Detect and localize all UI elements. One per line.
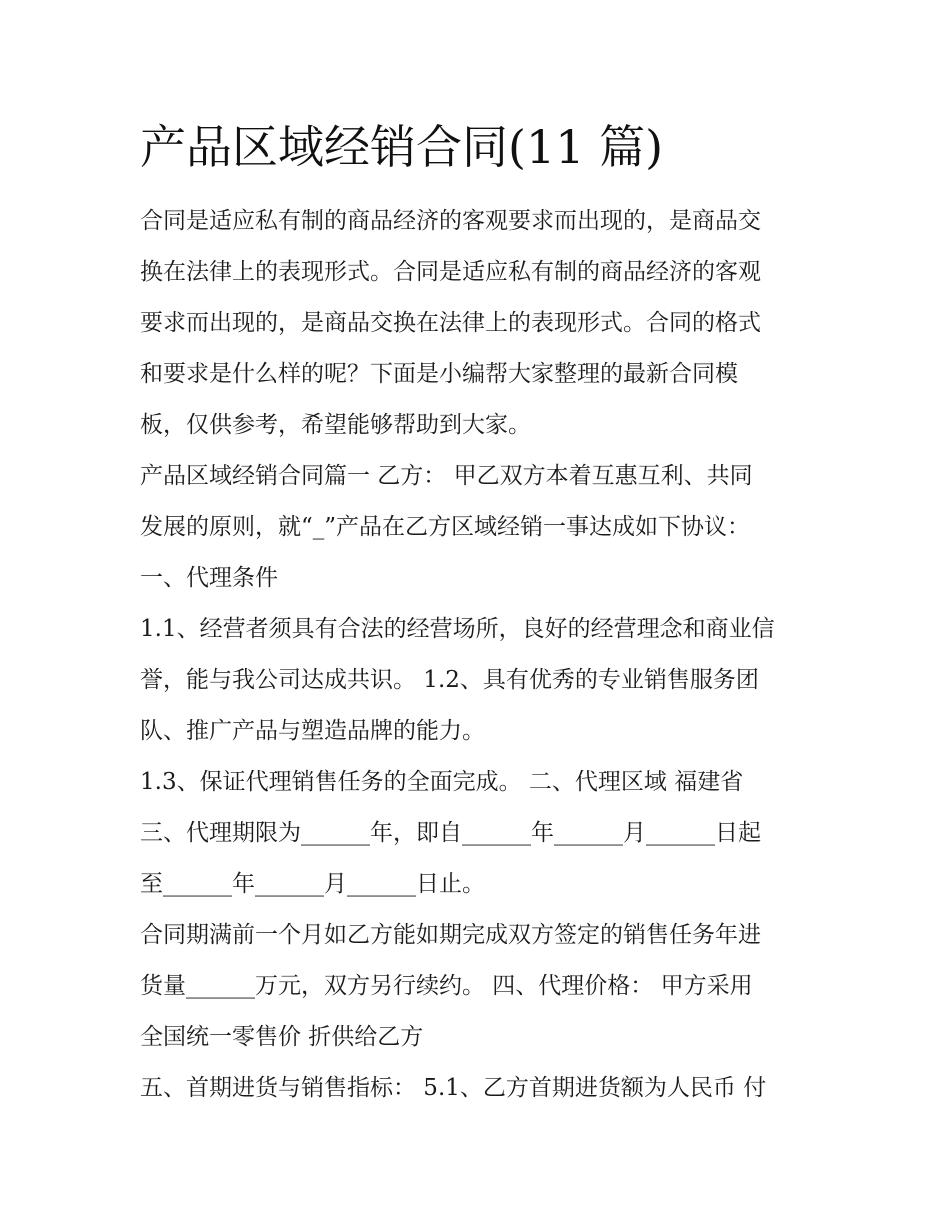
text-line: 产品区域经销合同篇一 乙方： 甲乙双方本着互惠互利、共同 xyxy=(140,463,753,489)
page-title: 产品区域经销合同(11 篇) xyxy=(140,120,664,174)
text-line: 队、推广产品与塑造品牌的能力。 xyxy=(140,718,485,744)
text-line: 换在法律上的表现形式。合同是适应私有制的商品经济的客观 xyxy=(140,259,761,285)
text-line: 全国统一零售价 折供给乙方 xyxy=(140,1024,424,1050)
text-line: 誉，能与我公司达成共识。 1.2、具有优秀的专业销售服务团 xyxy=(140,667,759,693)
text-line: 货量______万元，双方另行续约。 四、代理价格： 甲方采用 xyxy=(140,973,753,999)
document-body xyxy=(140,196,812,1114)
text-line: 合同是适应私有制的商品经济的客观要求而出现的，是商品交 xyxy=(140,208,761,234)
text-line: 三、代理期限为______年，即自______年______月______日起 xyxy=(140,820,761,846)
text-line: 至______年______月______日止。 xyxy=(140,871,485,897)
section-heading: 一、代理条件 xyxy=(140,565,278,591)
text-line: 发展的原则，就“_”产品在乙方区域经销一事达成如下协议： xyxy=(140,514,751,540)
text-line: 1.1、经营者须具有合法的经营场所，良好的经营理念和商业信 xyxy=(140,616,775,642)
text-line: 板，仅供参考，希望能够帮助到大家。 xyxy=(140,412,531,438)
text-line: 和要求是什么样的呢？下面是小编帮大家整理的最新合同模 xyxy=(140,361,738,387)
text-line: 要求而出现的，是商品交换在法律上的表现形式。合同的格式 xyxy=(140,310,761,336)
text-line: 1.3、保证代理销售任务的全面完成。 二、代理区域 福建省 xyxy=(140,769,744,795)
text-line: 五、首期进货与销售指标： 5.1、乙方首期进货额为人民币 付 xyxy=(140,1075,767,1101)
text-line: 合同期满前一个月如乙方能如期完成双方签定的销售任务年进 xyxy=(140,922,761,948)
